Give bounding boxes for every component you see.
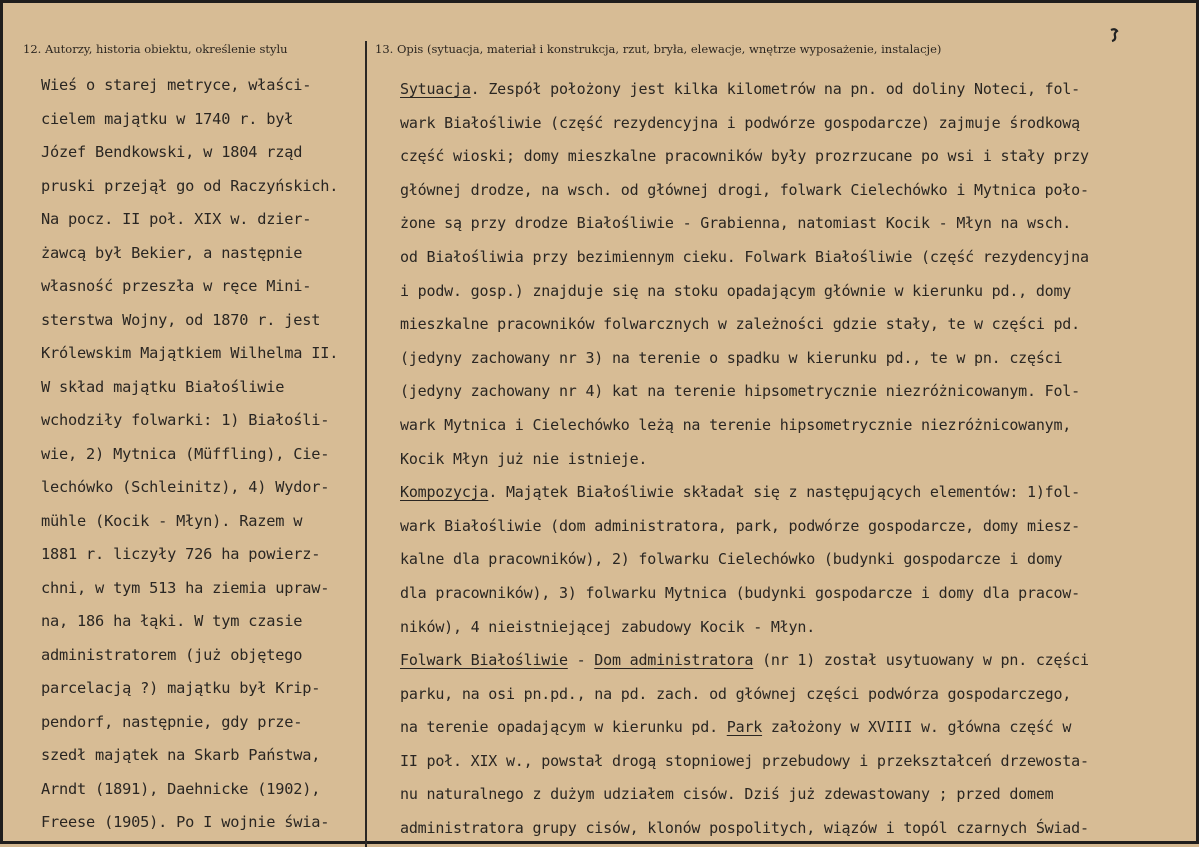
text-line: administratorem (już objętego	[41, 645, 303, 664]
text-run: ników), 4 nieistniejącej zabudowy Kocik - Młyn.	[400, 617, 816, 636]
text-line: lechówko (Schleinitz), 4) Wydor-	[41, 478, 330, 496]
text-run: część wioski; domy mieszkalne pracowników były prozrzucane po wsi i stały przy	[400, 147, 1089, 166]
text-line: sterstwa Wojny, od 1870 r. jest	[41, 310, 321, 329]
text-line	[400, 644, 1195, 678]
text-line	[400, 409, 1195, 443]
text-line	[400, 812, 1195, 846]
column-divider	[365, 41, 367, 847]
text-line: szedł majątek na Skarb Państwa,	[41, 746, 321, 764]
text-line	[400, 543, 1195, 577]
text-run: żone są przy drodze Białośliwie - Grabienna, natomiast Kocik - Młyn na wsch.	[400, 214, 1072, 233]
text-line: Na pocz. II poł. XIX w. dzier-	[41, 210, 312, 228]
text-run: (nr 1) został usytuowany w pn. części	[753, 651, 1089, 670]
history-text-column	[41, 69, 363, 840]
text-line: wie, 2) Mytnica (Müffling), Cie-	[41, 444, 330, 463]
section-header-description: 13. Opis (sytuacja, materiał i konstrukcja, rzut, bryła, elewacje, wnętrze wyposażenie, instalacje)	[375, 42, 942, 56]
text-run: wark Białośliwie (dom administratora, park, podwórze gospodarcze, domy miesz-	[400, 516, 1080, 535]
underlined-heading: Kompozycja	[400, 483, 489, 502]
text-line: na, 186 ha łąki. W tym czasie	[41, 612, 303, 630]
text-run: . Majątek Białośliwie składał się z następujących elementów: 1)fol-	[488, 483, 1080, 502]
text-line: Królewskim Majątkiem Wilhelma II.	[41, 344, 339, 362]
text-line: Arndt (1891), Daehnicke (1902),	[41, 779, 321, 798]
text-line	[400, 107, 1195, 141]
text-line: żawcą był Bekier, a następnie	[41, 243, 303, 262]
text-run: założony w XVIII w. główna część w	[762, 718, 1072, 737]
text-run: parku, na osi pn.pd., na pd. zach. od głównej części podwórza gospodarczego,	[400, 684, 1072, 703]
text-line: Freese (1905). Po I wojnie świa-	[41, 813, 330, 831]
text-run: (jedyny zachowany nr 4) kat na terenie hipsometrycznie niezróżnicowanym. Fol-	[400, 382, 1080, 401]
text-line: pruski przejął go od Raczyńskich.	[41, 176, 339, 195]
text-line: Wieś o starej metryce, właści-	[41, 76, 312, 94]
text-line: parcelacją ?) majątku był Krip-	[41, 679, 321, 697]
text-run: . Zespół położony jest kilka kilometrów na pn. od doliny Noteci, fol-	[470, 80, 1080, 98]
text-line	[400, 375, 1195, 409]
text-line: 1881 r. liczyły 726 ha powierz-	[41, 545, 321, 563]
text-line	[400, 510, 1195, 544]
text-run: i podw. gosp.) znajduje się na stoku opadającym głównie w kierunku pd., domy	[400, 281, 1072, 300]
text-line: wchodziły folwarki: 1) Białośli-	[41, 411, 330, 429]
text-run: administratora grupy cisów, klonów pospolitych, wiązów i topól czarnych Świad-	[400, 819, 1089, 838]
text-line	[400, 745, 1195, 779]
text-run: II poł. XIX w., powstał drogą stopniowej przebudowy i przekształceń drzewosta-	[400, 751, 1089, 770]
text-line	[400, 611, 1195, 645]
underlined-heading: Park	[726, 718, 763, 737]
text-run: -	[567, 651, 595, 670]
text-line	[400, 73, 1195, 107]
text-run: wark Białośliwie (część rezydencyjna i podwórze gospodarcze) zajmuje środkową	[400, 113, 1080, 132]
text-line	[400, 443, 1195, 477]
ink-mark-icon	[1109, 27, 1119, 43]
text-line	[400, 241, 1195, 275]
text-line	[400, 577, 1195, 611]
text-line	[400, 140, 1195, 174]
text-run: Kocik Młyn już nie istnieje.	[400, 449, 648, 468]
text-line	[400, 308, 1195, 342]
text-line	[400, 174, 1195, 208]
text-line	[400, 778, 1195, 812]
text-line	[400, 342, 1195, 376]
text-run: na terenie opadającym w kierunku pd.	[400, 718, 727, 737]
underlined-heading: Dom administratora	[594, 651, 754, 670]
section-header-authors-history: 12. Autorzy, historia obiektu, określenie stylu	[23, 42, 288, 56]
text-line: cielem majątku w 1740 r. był	[41, 109, 294, 128]
text-run: głównej drodze, na wsch. od głównej drogi, folwark Cielechówko i Mytnica poło-	[400, 180, 1089, 199]
text-line: Józef Bendkowski, w 1804 rząd	[41, 143, 303, 161]
text-line	[400, 207, 1195, 241]
text-run: wark Mytnica i Cielechówko leżą na terenie hipsometrycznie niezróżnicowanym,	[400, 415, 1072, 434]
description-text-column	[400, 73, 1195, 846]
text-run: nu naturalnego z dużym udziałem cisów. Dziś już zdewastowany ; przed domem	[400, 785, 1054, 804]
text-line: chni, w tym 513 ha ziemia upraw-	[41, 578, 330, 597]
text-run: dla pracowników), 3) folwarku Mytnica (budynki gospodarcze i domy dla pracow-	[400, 583, 1080, 602]
text-run: kalne dla pracowników), 2) folwarku Cielechówko (budynki gospodarcze i domy	[400, 550, 1063, 569]
text-line	[400, 711, 1195, 745]
text-line: własność przeszła w ręce Mini-	[41, 277, 312, 295]
text-line: mühle (Kocik - Młyn). Razem w	[41, 511, 303, 530]
text-line: W skład majątku Białośliwie	[41, 377, 285, 396]
underlined-heading: Folwark Białośliwie	[400, 651, 568, 670]
underlined-heading: Sytuacja	[400, 80, 471, 98]
text-line	[400, 476, 1195, 510]
text-run: (jedyny zachowany nr 3) na terenie o spadku w kierunku pd., te w pn. części	[400, 348, 1063, 367]
text-line	[400, 275, 1195, 309]
text-run: od Białośliwia przy bezimiennym cieku. Folwark Białośliwie (część rezydencyjna	[400, 247, 1089, 266]
text-line	[400, 678, 1195, 712]
text-line: pendorf, następnie, gdy prze-	[41, 712, 303, 731]
text-run: mieszkalne pracowników folwarcznych w zależności gdzie stały, te w części pd.	[400, 315, 1080, 334]
